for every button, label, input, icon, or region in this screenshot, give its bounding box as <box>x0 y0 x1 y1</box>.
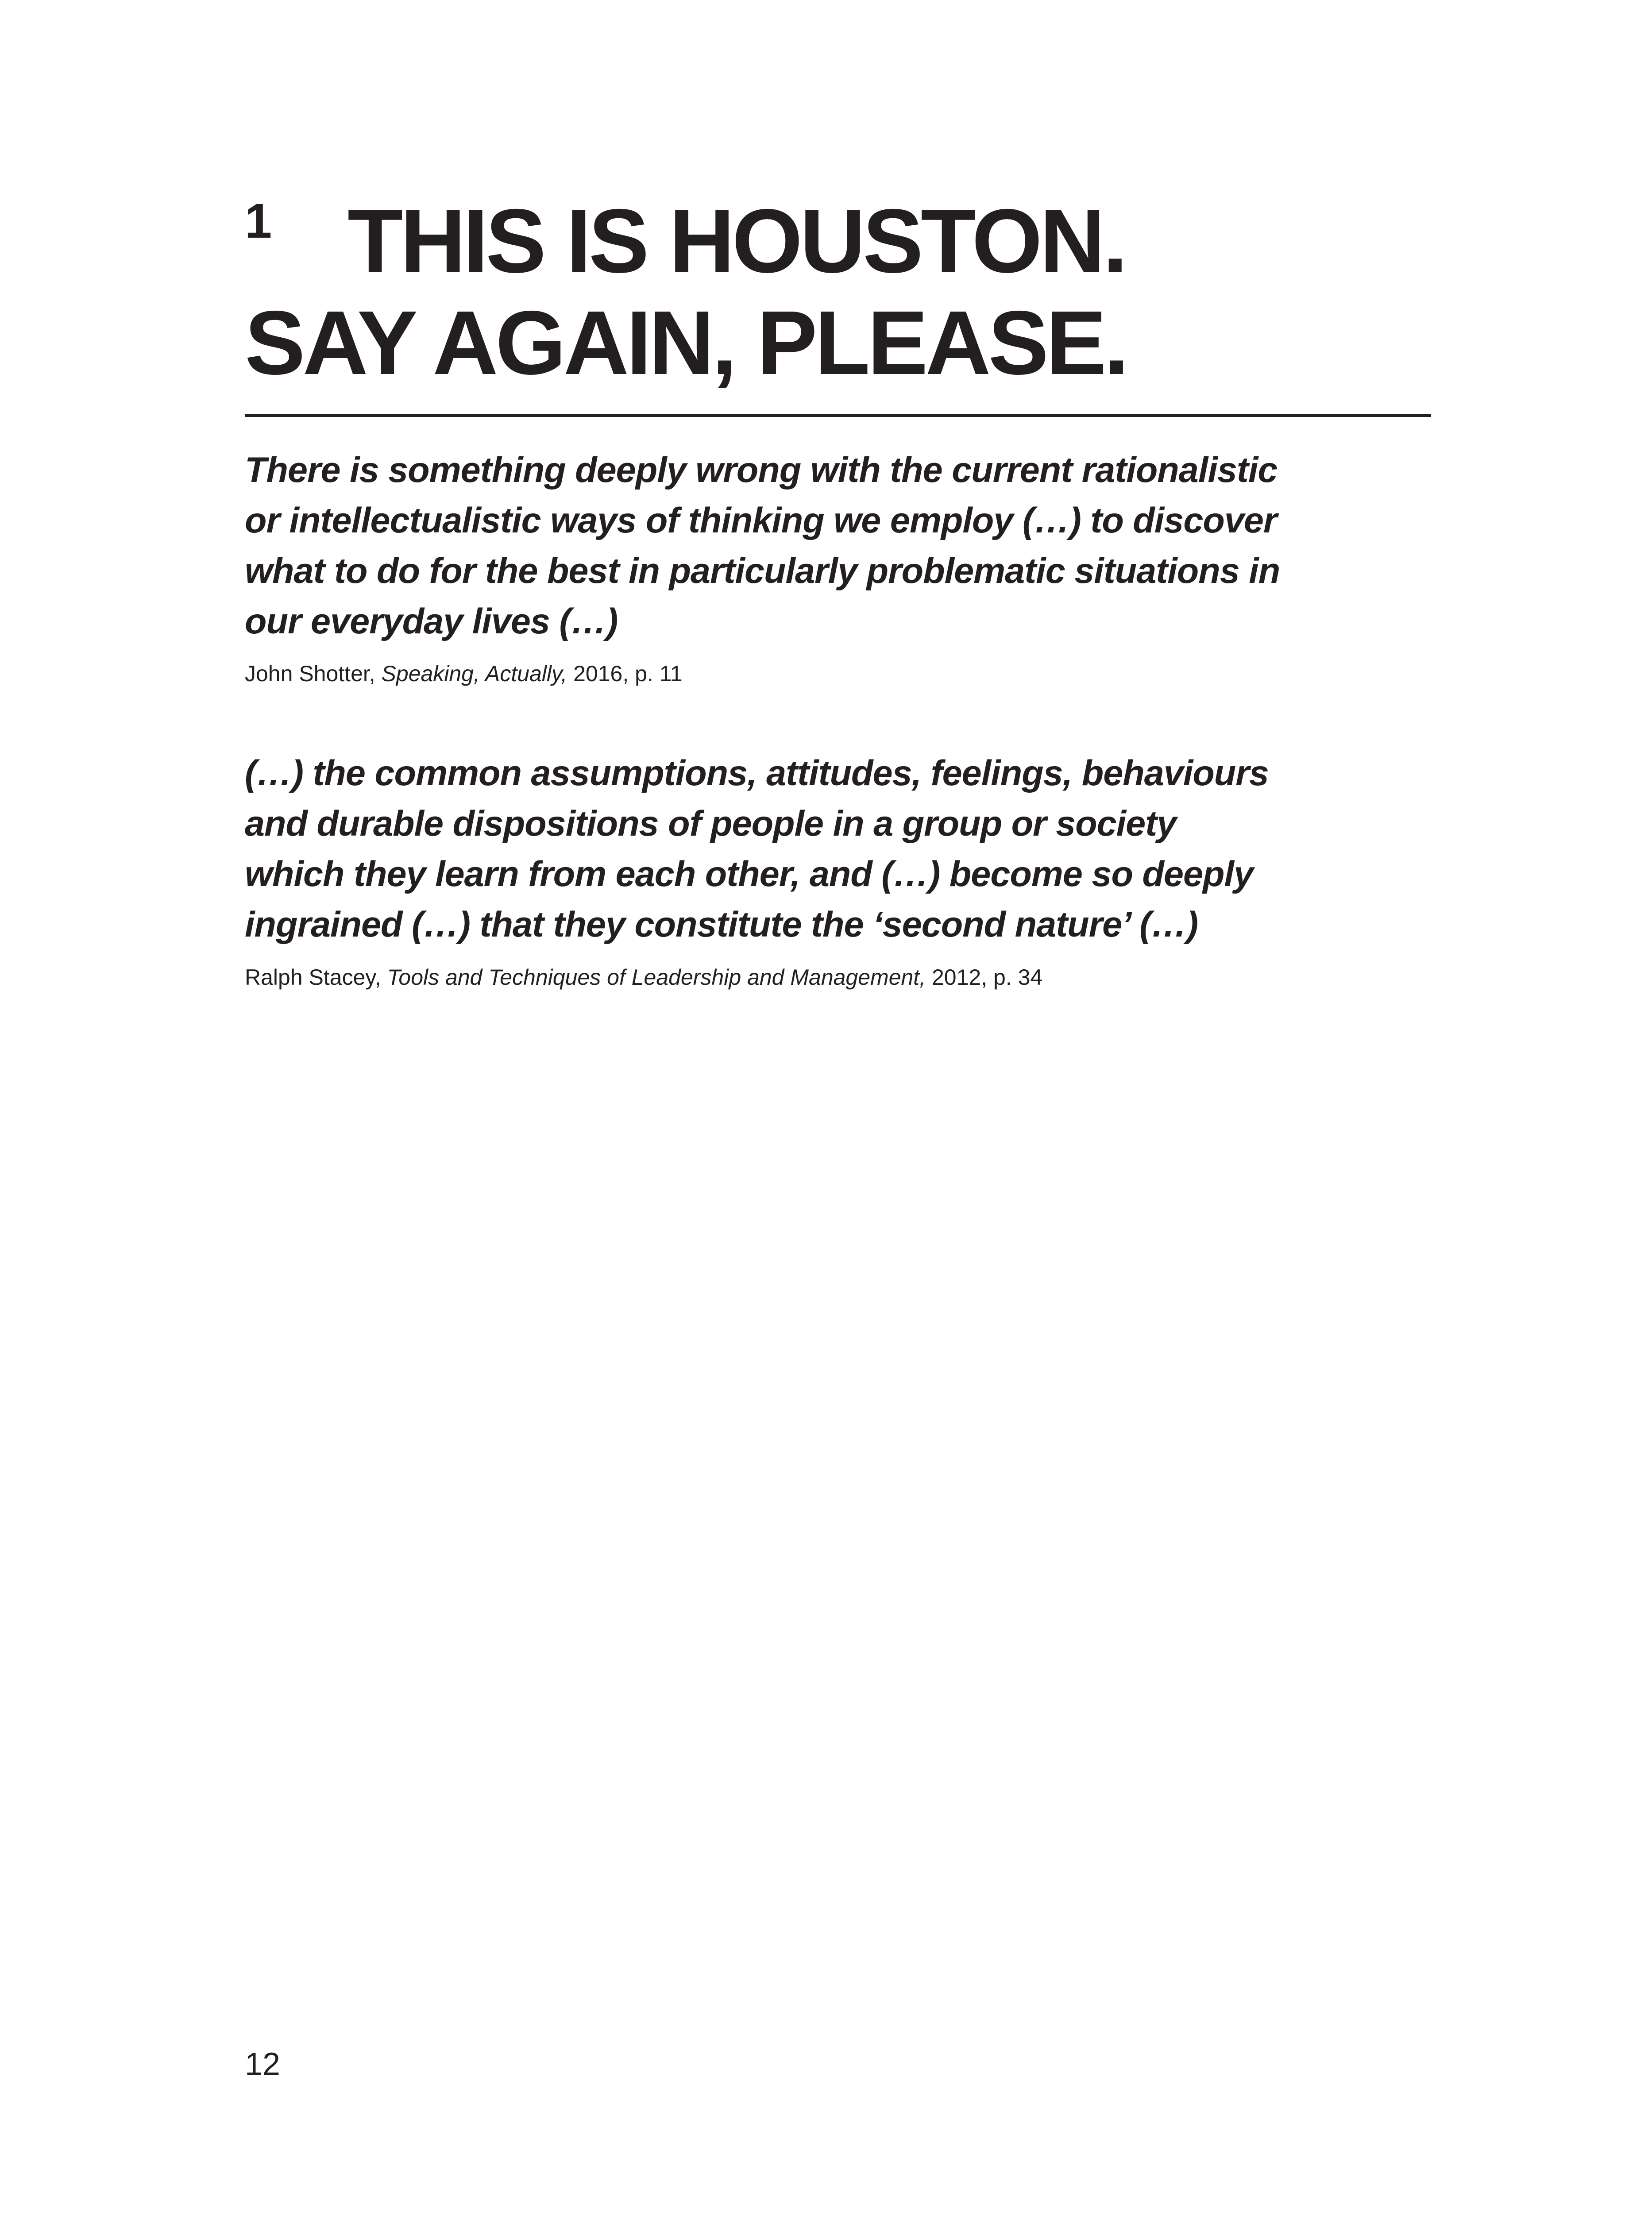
quote-line: There is something deeply wrong with the current rationalistic <box>245 450 1278 490</box>
citation-details: 2016, p. 11 <box>567 661 683 686</box>
epigraph-quote-1 <box>245 445 1351 647</box>
quote-line: our everyday lives (…) <box>245 601 618 641</box>
quote-line: which they learn from each other, and (…) become so deeply <box>245 854 1254 894</box>
quote-line: what to do for the best in particularly problematic situations in <box>245 551 1280 591</box>
epigraph-citation-2 <box>245 964 1042 991</box>
epigraph-quote-2 <box>245 748 1351 950</box>
chapter-number: 1 <box>245 194 272 248</box>
chapter-title-line-2: SAY AGAIN, PLEASE. <box>245 292 1127 393</box>
citation-work: Tools and Techniques of Leadership and Management, <box>387 965 926 990</box>
page-number: 12 <box>245 2047 281 2082</box>
quote-line: ingrained (…) that they constitute the ‘second nature’ (…) <box>245 905 1198 945</box>
citation-author: John Shotter, <box>245 661 382 686</box>
citation-author: Ralph Stacey, <box>245 965 387 990</box>
quote-line: and durable dispositions of people in a group or society <box>245 804 1177 844</box>
title-divider <box>245 414 1431 417</box>
quote-line: (…) the common assumptions, attitudes, feelings, behaviours <box>245 753 1269 793</box>
epigraph-citation-1 <box>245 660 683 687</box>
chapter-title-line-1: THIS IS HOUSTON. <box>347 190 1125 292</box>
citation-work: Speaking, Actually, <box>381 661 567 686</box>
chapter-title <box>245 190 1440 394</box>
citation-details: 2012, p. 34 <box>926 965 1043 990</box>
quote-line: or intellectualistic ways of thinking we employ (…) to discover <box>245 501 1277 540</box>
